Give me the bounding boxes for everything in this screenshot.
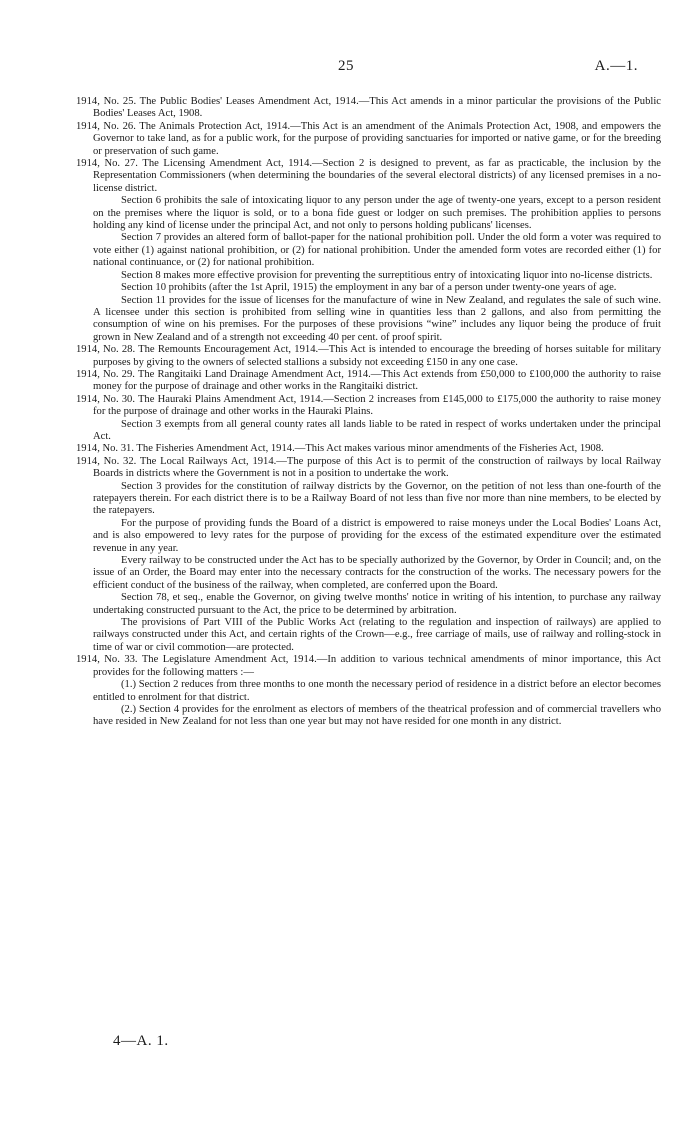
act-entry-27 (76, 158, 661, 344)
act-paragraph: 1914, No. 27. The Licensing Amendment Act, 1914.—Section 2 is designed to prevent, as far as practicable, the inclusion by the Representation Commissioners (when determining the boundaries of the several electoral districts) of any licensed premises in a no-license district. (76, 158, 661, 194)
page-number: 25 (338, 58, 354, 74)
section-paragraph: The provisions of Part VIII of the Public Works Act (relating to the regulation and inspection of railways) are applied to railways constructed under this Act, and certain rights of the Crown—e.g., free carriage of mails, use of railway and rolling-stock in time of war or civil commotion—are protected. (93, 617, 661, 653)
act-paragraph: 1914, No. 33. The Legislature Amendment Act, 1914.—In addition to various technical amendments of minor importance, this Act provides for the following matters :— (76, 654, 661, 678)
section-paragraph: For the purpose of providing funds the Board of a district is empowered to raise moneys under the Local Bodies' Loans Act, and is also empowered to levy rates for the purpose of providing for the excess of the estimated expenditure over the estimated revenue in any year. (93, 517, 661, 554)
act-paragraph: 1914, No. 32. The Local Railways Act, 1914.—The purpose of this Act is to permit of the construction of railways by local Railway Boards in districts where the Government is not in a position to undertake the work. (76, 455, 661, 480)
section-paragraph: Section 8 makes more effective provision for preventing the surreptitious entry of intoxicating liquor into no-license districts. (121, 269, 653, 281)
act-paragraph: 1914, No. 25. The Public Bodies' Leases Amendment Act, 1914.—This Act amends in a minor particular the provisions of the Public Bodies' Leases Act, 1908. (76, 96, 661, 120)
section-paragraph: Section 10 prohibits (after the 1st April, 1915) the employment in any bar of a person under twenty-one years of age. (121, 282, 617, 294)
page-header (0, 60, 700, 78)
act-paragraph: 1914, No. 29. The Rangitaiki Land Drainage Amendment Act, 1914.—This Act extends from £50,000 to £100,000 the authority to raise money for the purpose of drainage and other works in the Rangitaiki district. (76, 368, 661, 393)
act-entry-32 (76, 456, 661, 655)
section-paragraph: Section 78, et seq., enable the Governor, on giving twelve months' notice in writing of his intention, to purchase any railway undertaking constructed pursuant to the Act, the price to be determined by arbitration. (93, 592, 661, 616)
document-reference: A.—1. (594, 58, 638, 74)
printer-signature: 4—A. 1. (113, 1033, 169, 1049)
section-paragraph: Section 11 provides for the issue of licenses for the manufacture of wine in New Zealand, and regulates the sale of such wine. A licensee under this section is prohibited from selling wine in quantities less than 2 gallons, and also from permitting the consumption of wine on his premises. For the purposes of these provisions “wine” includes any liquor being the produce of fruit grown in New Zealand and of a strength not exceeding 40 per cent. of proof spirit. (93, 294, 661, 343)
act-paragraph: 1914, No. 28. The Remounts Encouragement Act, 1914.—This Act is intended to encourage the breeding of horses suitable for military purposes by giving to the owners of selected stallions a subsidy not exceeding £150 in any one case. (76, 344, 661, 368)
act-entry-25 (76, 96, 661, 121)
section-paragraph: (1.) Section 2 reduces from three months to one month the necessary period of residence in a district before an elector becomes entitled to enrolment for that district. (93, 679, 661, 703)
act-paragraph: 1914, No. 31. The Fisheries Amendment Act, 1914.—This Act makes various minor amendments of the Fisheries Act, 1908. (76, 443, 604, 455)
act-entry-30 (76, 394, 661, 444)
act-entry-26 (76, 121, 661, 158)
section-paragraph: Section 3 exempts from all general county rates all lands liable to be rated in respect of works undertaken under the principal Act. (93, 418, 661, 442)
act-entry-29 (76, 369, 661, 394)
document-body (76, 96, 661, 729)
section-paragraph: (2.) Section 4 provides for the enrolment as electors of members of the theatrical profession and of commercial travellers who have resided in New Zealand for not less than one year but may not have resided for one month in any district. (93, 703, 661, 728)
section-paragraph: Section 6 prohibits the sale of intoxicating liquor to any person under the age of twenty-one years, except to a person resident on the premises where the liquor is sold, or to a bona fide guest or lodger on such premises. The prohibition applies to persons holding any kind of license under the principal Act, and not only to persons holding publicans' licenses. (93, 195, 661, 232)
section-paragraph: Section 7 provides an altered form of ballot-paper for the national prohibition poll. Under the old form a voter was required to vote either (1) against national prohibition, or (2) for national prohibition. Under the amended form votes are recorded either (1) for national continuance, or (2) for national prohibition. (93, 232, 661, 269)
act-entry-31 (76, 443, 661, 455)
act-paragraph: 1914, No. 30. The Hauraki Plains Amendment Act, 1914.—Section 2 increases from £145,000 to £175,000 the authority to raise money for the purpose of drainage and other works in the Hauraki Plains. (76, 393, 661, 418)
act-paragraph: 1914, No. 26. The Animals Protection Act, 1914.—This Act is an amendment of the Animals Protection Act, 1908, and empowers the Governor to take land, as for a public work, for the purpose of providing sanctuaries for imported or native game, or for the breeding or preservation of such game. (76, 120, 661, 157)
section-paragraph: Every railway to be constructed under the Act has to be specially authorized by the Governor, by Order in Council; and, on the issue of an Order, the Board may enter into the necessary contracts for the construction of the works. The necessary powers for the efficient conduct of the business of the railway, when completed, are conferred upon the Board. (93, 555, 661, 591)
act-entry-33 (76, 654, 661, 728)
act-entry-28 (76, 344, 661, 369)
section-paragraph: Section 3 provides for the constitution of railway districts by the Governor, on the petition of not less than one-fourth of the ratepayers therein. For each district there is to be a Railway Board of not less than five nor more than nine members, to be elected by the ratepayers. (93, 480, 661, 517)
